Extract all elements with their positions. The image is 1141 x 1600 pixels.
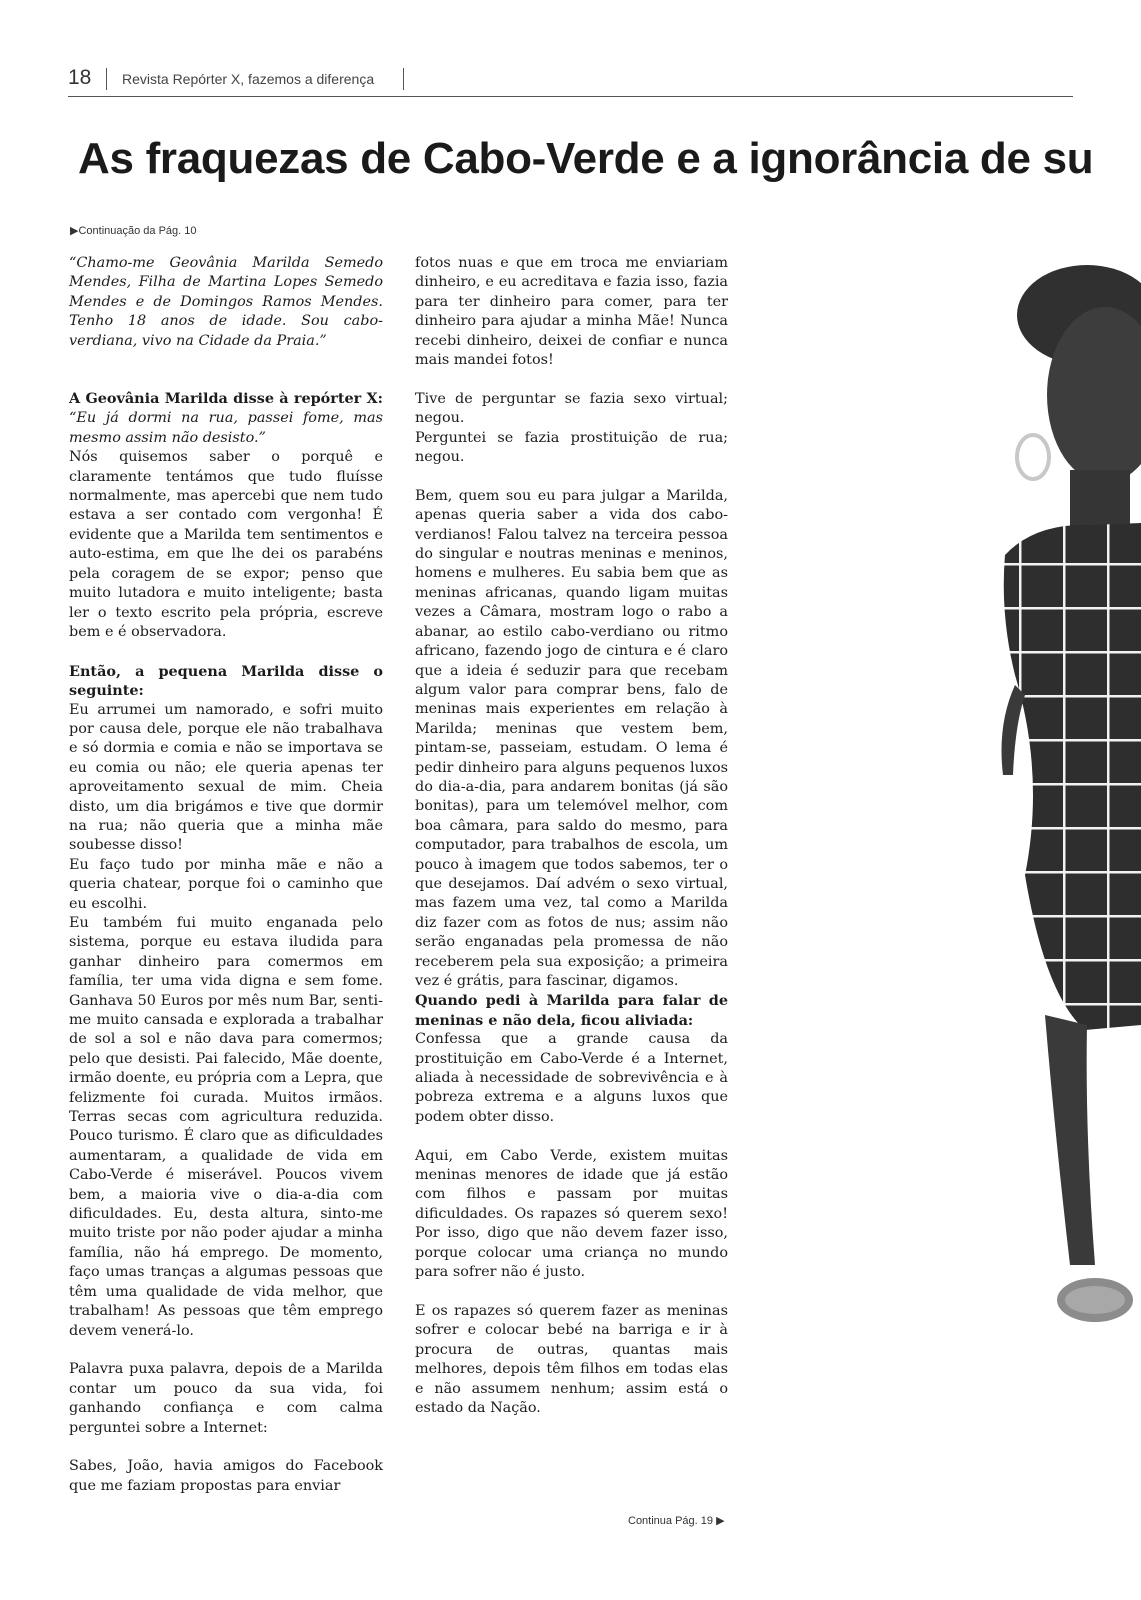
continued-to xyxy=(628,1514,725,1527)
header-divider xyxy=(106,68,107,90)
article-column-2 xyxy=(415,254,728,1418)
paragraph: Confessa que a grande causa da prostituição em Cabo-Verde é a Internet, aliada à necessidade de sobrevivência e à pobreza extrema e a alguns luxos que podem obter disso. xyxy=(415,1031,728,1125)
paragraph: Eu arrumei um namorado, e sofri muito por causa dele, porque ele não trabalhava e só dormia e comia e não se importava se eu comia ou não; ele queria apenas ter aproveitamento sexual de mim. Cheia disto, um dia brigámos e tive que dormir na rua; não queria que a minha mãe soubesse disso! xyxy=(69,701,383,854)
arrow-right-icon: ▶ xyxy=(70,225,79,237)
page-number: 18 xyxy=(68,66,92,89)
quote-text: “Eu já dormi na rua, passei fome, mas mesmo assim não desisto.” xyxy=(69,410,383,446)
person-photo xyxy=(975,255,1141,1350)
paragraph: Palavra puxa palavra, depois de a Marilda contar um pouco da sua vida, foi ganhando confiança e com calma perguntei sobre a Internet: xyxy=(69,1361,383,1436)
subheading: Quando pedi à Marilda para falar de meninas e não dela, ficou aliviada: xyxy=(415,992,728,1029)
paragraph: fotos nuas e que em troca me enviariam dinheiro, e eu acreditava e fazia isso, fazia para ter dinheiro para comer, para ter dinheiro para ajudar a minha Mãe! Nunca recebi dinheiro, deixei de confiar e nunca mais mandei fotos! xyxy=(415,255,728,369)
paragraph: Eu também fui muito enganada pelo sistema, porque eu estava iludida para ganhar dinheiro para comermos em família, ter uma vida digna e sem fome. Ganhava 50 Euros por mês num Bar, senti-me muito cansada e explorada a trabalhar de sol a sol e não dava para comermos; pelo que desisti. Pai falecido, Mãe doente, irmão doente, eu própria com a Lepra, que felizmente foi curada. Muitos irmãos. Terras secas com agricultura reduzida. Pouco turismo. É claro que as dificuldades aumentaram, a qualidade de vida em Cabo-Verde é miserável. Poucos vivem bem, a maioria vive o dia-a-dia com dificuldades. Eu, desta altura, sinto-me muito triste por não poder ajudar a minha família, não há emprego. De momento, faço umas tranças a algumas pessoas que têm uma qualidade de vida melhor, que trabalham! As pessoas que têm emprego devem venerá-lo. xyxy=(69,914,384,1339)
opening-quote: “Chamo-me Geovânia Marilda Semedo Mendes, Filha de Martina Lopes Semedo Mendes e de Domingos Ramos Mendes. Tenho 18 anos de idade. Sou cabo-verdiana, vivo na Cidade da Praia.” xyxy=(69,255,383,349)
paragraph: Nós quisemos saber o porquê e claramente tentámos que tudo fluísse normalmente, mas apercebi que nem tudo estava a ser contado com vergonha! É evidente que a Marilda tem sentimentos e auto-estima, em que lhe dei os parabéns pela coragem de se expor; penso que muito lutadora e muito inteligente; basta ler o texto escrito pela própria, escreve bem e é observadora. xyxy=(69,449,383,640)
header-divider xyxy=(403,68,404,90)
arrow-right-icon: ▶ xyxy=(716,1515,725,1527)
page-header xyxy=(68,66,1073,97)
paragraph: Eu faço tudo por minha mãe e não a queria chatear, porque foi o caminho que eu escolhi. xyxy=(69,856,383,912)
paragraph: Aqui, em Cabo Verde, existem muitas meninas menores de idade que já estão com filhos e passam por muitas dificuldades. Os rapazes só querem sexo! Por isso, digo que não devem fazer isso, porque colocar uma criança no mundo para sofrer não é justo. xyxy=(415,1147,728,1281)
paragraph: Perguntei se fazia prostituição de rua; negou. xyxy=(415,429,728,466)
magazine-name: Revista Repórter X, fazemos a diferença xyxy=(122,71,375,87)
subheading: Então, a pequena Marilda disse o seguinte: xyxy=(69,662,383,700)
continued-to-text: Continua Pág. 19 xyxy=(628,1515,714,1527)
lead-text: A Geovânia Marilda disse à repórter X: xyxy=(69,390,383,408)
continued-from-text: Continuação da Pág. 10 xyxy=(78,225,197,237)
paragraph: E os rapazes só querem fazer as meninas sofrer e colocar bebé na barriga e ir à procura de outras, quantas mais melhores, depois têm filhos em todas elas e não assumem nenhum; assim está o estado da Nação. xyxy=(415,1302,728,1416)
continued-from xyxy=(70,224,197,237)
article-headline: As fraquezas de Cabo-Verde e a ignorância de su xyxy=(78,134,1094,183)
paragraph xyxy=(69,389,383,448)
paragraph: Sabes, João, havia amigos do Facebook que me faziam propostas para enviar xyxy=(69,1458,383,1494)
paragraph: Tive de perguntar se fazia sexo virtual; negou. xyxy=(415,390,728,427)
article-column-1 xyxy=(69,254,383,1496)
paragraph: Bem, quem sou eu para julgar a Marilda, apenas queria saber a vida dos cabo-verdianos! Falou talvez na terceira pessoa do singular e noutras meninas e meninos, homens e mulheres. Eu sabia bem que as meninas africanas, quando ligam muitas vezes a Câmara, mostram logo o rabo a abanar, ao estilo cabo-verdiano ou ritmo africano, fazendo jogo de cintura e é claro que a ideia é seduzir para que recebam algum valor para comprar bens, falo de meninas mais experientes em relação à Marilda; meninas que vestem bem, pintam-se, passeiam, estudam. O lema é pedir dinheiro para alguns pequenos luxos do dia-a-dia, para andarem bonitas (já são bonitas), para um telemóvel melhor, com boa câmara, para saldo do mesmo, para computador, para trabalhos de escola, um pouco à imagem que todos sabemos, ter o que desejamos. Daí advém o sexo virtual, mas fazem uma vez, tal como a Marilda diz fazer com as fotos de nus; assim não serão enganadas pela promessa de não receberem pela sua exposição; a primeira vez é grátis, para fascinar, digamos. xyxy=(415,487,728,989)
